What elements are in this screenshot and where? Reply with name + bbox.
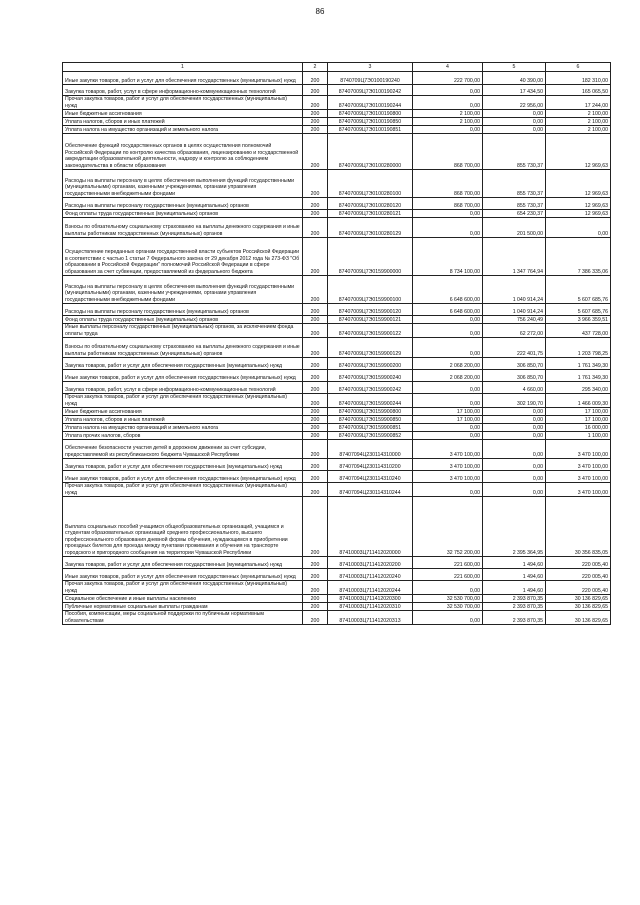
row-approved: 0,00 [413,85,483,96]
row-kbk: 87410003Ц711412020200 [328,557,413,569]
row-approved: 0,00 [413,382,483,394]
row-kbk: 87407094Ц230114310000 [328,440,413,459]
row-name: Иные выплаты персоналу государственных (муниципальных) органов, за исключением фонда оплаты труда [63,324,303,338]
row-executed: 306 850,70 [483,358,546,370]
row-name: Обеспечение функций государственных органов в целях осуществления полномочий Российской Федерации по контролю качества образования, лицензированию и государственной аккредитации образовательной деятельности, надзору и контролю за соблюдением законодательства в области образования [63,134,303,170]
row-approved: 0,00 [413,483,483,497]
row-executed: 0,00 [483,424,546,432]
row-kbk: 87407094Ц230114310244 [328,483,413,497]
row-name: Расходы на выплаты персоналу государственных (муниципальных) органов [63,304,303,316]
row-code: 200 [303,394,328,408]
row-kbk: 87407009Ц7Э0159900129 [328,338,413,358]
row-remaining: 7 386 335,06 [546,238,611,276]
table-row [63,424,611,432]
row-approved: 32 752 200,00 [413,497,483,557]
row-executed: 0,00 [483,483,546,497]
row-kbk: 87410003Ц711412020313 [328,611,413,625]
row-name: Иные закупки товаров, работ и услуг для обеспечения государственных (муниципальных) нужд [63,370,303,382]
row-remaining: 12 969,63 [546,170,611,198]
row-name: Иные бюджетные ассигнования [63,408,303,416]
row-code: 200 [303,218,328,238]
row-executed: 62 272,00 [483,324,546,338]
row-name: Выплата социальных пособий учащимся общеобразовательных организаций, учащимся и студентам образовательных организаций среднего профессионального, высшего профессионального образования дневной формы обучения, нуждающимся в приобретении проездных билетов для проезда между пунктами проживания и обучения на транспорте городского и пригородного сообщения на территории Чувашской Республики [63,497,303,557]
row-code: 200 [303,408,328,416]
table-row [63,370,611,382]
row-remaining: 16 000,00 [546,424,611,432]
row-remaining: 17 100,00 [546,416,611,424]
table-row [63,408,611,416]
row-approved: 17 100,00 [413,408,483,416]
row-code: 200 [303,595,328,603]
row-executed: 22 956,00 [483,96,546,110]
table-row [63,483,611,497]
row-executed: 2 393 870,35 [483,595,546,603]
budget-execution-table [62,62,611,625]
row-executed: 1 494,60 [483,569,546,581]
row-kbk: 87410003Ц711412020310 [328,603,413,611]
row-kbk: 87407009Ц7Э0159900121 [328,316,413,324]
table-row [63,324,611,338]
row-remaining: 5 607 685,76 [546,304,611,316]
row-name: Иные бюджетные ассигнования [63,110,303,118]
row-approved: 32 530 700,00 [413,595,483,603]
row-approved: 868 700,00 [413,170,483,198]
row-executed: 0,00 [483,432,546,440]
table-row [63,210,611,218]
row-kbk: 87407009Ц7Э0100280129 [328,218,413,238]
column-header: 4 [413,63,483,72]
row-name: Закупка товаров, работ и услуг для обеспечения государственных (муниципальных) нужд [63,358,303,370]
row-name: Уплата налога на имущество организаций и земельного налога [63,424,303,432]
row-code: 200 [303,603,328,611]
table-row [63,382,611,394]
row-code: 200 [303,170,328,198]
row-name: Расходы на выплаты персоналу государственных (муниципальных) органов [63,198,303,210]
table-row [63,338,611,358]
row-approved: 2 068 200,00 [413,358,483,370]
row-kbk: 87407009Ц7Э0100190851 [328,126,413,134]
row-approved: 0,00 [413,324,483,338]
table-row [63,170,611,198]
table-row [63,557,611,569]
row-code: 200 [303,557,328,569]
row-remaining: 30 136 829,65 [546,611,611,625]
row-remaining: 30 356 835,05 [546,497,611,557]
row-approved: 17 100,00 [413,416,483,424]
row-approved: 222 700,00 [413,72,483,85]
row-remaining: 295 340,00 [546,382,611,394]
row-code: 200 [303,581,328,595]
row-executed: 1 040 914,24 [483,304,546,316]
row-remaining: 1 761 349,30 [546,358,611,370]
row-code: 200 [303,432,328,440]
row-code: 200 [303,276,328,304]
row-remaining: 220 005,40 [546,557,611,569]
column-header: 5 [483,63,546,72]
row-executed: 0,00 [483,126,546,134]
row-name: Прочая закупка товаров, работ и услуг для обеспечения государственных (муниципальных) нужд [63,581,303,595]
row-code: 200 [303,471,328,483]
row-approved: 3 470 100,00 [413,471,483,483]
row-remaining: 17 244,00 [546,96,611,110]
row-remaining: 165 065,50 [546,85,611,96]
row-code: 200 [303,198,328,210]
column-header: 2 [303,63,328,72]
row-code: 200 [303,424,328,432]
table-row [63,440,611,459]
row-remaining: 182 310,00 [546,72,611,85]
row-kbk: 87407009Ц7Э0159900852 [328,432,413,440]
table-row [63,432,611,440]
table-header-row [63,63,611,72]
row-approved: 221 600,00 [413,557,483,569]
row-kbk: 87410003Ц711412020244 [328,581,413,595]
table-row [63,118,611,126]
table-row [63,416,611,424]
row-code: 200 [303,110,328,118]
row-code: 200 [303,134,328,170]
row-name: Закупка товаров, работ, услуг в сфере информационно-коммуникационных технологий [63,85,303,96]
row-remaining: 0,00 [546,218,611,238]
table-row [63,110,611,118]
table-row [63,316,611,324]
row-approved: 868 700,00 [413,198,483,210]
row-remaining: 2 100,00 [546,126,611,134]
row-name: Расходы на выплаты персоналу в целях обеспечения выполнения функций государственными (муниципальными) органами, казенными учреждениями, органами управления государственными внебюджетными фондами [63,170,303,198]
row-executed: 1 040 914,24 [483,276,546,304]
row-approved: 0,00 [413,218,483,238]
row-approved: 2 100,00 [413,110,483,118]
row-kbk: 87407009Ц7Э0159900200 [328,358,413,370]
row-remaining: 5 607 685,76 [546,276,611,304]
table-row [63,459,611,471]
row-code: 200 [303,358,328,370]
row-kbk: 87407009Ц7Э0100190850 [328,118,413,126]
row-name: Прочая закупка товаров, работ и услуг для обеспечения государственных (муниципальных) нужд [63,394,303,408]
row-executed: 855 730,37 [483,198,546,210]
row-remaining: 220 005,40 [546,569,611,581]
row-kbk: 87407094Ц230114310240 [328,471,413,483]
row-executed: 1 347 764,94 [483,238,546,276]
table-row [63,497,611,557]
row-executed: 201 500,00 [483,218,546,238]
row-code: 200 [303,126,328,134]
row-kbk: 87407009Ц7Э0100190242 [328,85,413,96]
row-executed: 2 393 870,35 [483,603,546,611]
row-code: 200 [303,497,328,557]
row-executed: 222 401,75 [483,338,546,358]
row-executed: 1 494,60 [483,557,546,569]
row-remaining: 1 761 349,30 [546,370,611,382]
row-kbk: 87407094Ц230114310200 [328,459,413,471]
row-name: Обеспечение безопасности участия детей в дорожном движении за счет субсидии, предоставляемой из республиканского бюджета Чувашской Республики [63,440,303,459]
row-kbk: 87407009Ц7Э0100190244 [328,96,413,110]
row-code: 200 [303,483,328,497]
row-name: Публичные нормативные социальные выплаты гражданам [63,603,303,611]
row-executed: 2 395 364,95 [483,497,546,557]
table-row [63,238,611,276]
page-number: 86 [315,7,325,16]
row-name: Осуществление переданных органам государственной власти субъектов Российской Федерации в соответствии с частью 1 статьи 7 Федерального закона от 29 декабря 2012 года № 273-ФЗ "Об образовании в Российской Федерации" полномочий Российской Федерации в сфере образования за счет субвенции, предоставляемой из федерального бюджета [63,238,303,276]
row-remaining: 1 203 798,25 [546,338,611,358]
row-kbk: 87407009Ц7Э0100190800 [328,110,413,118]
row-kbk: 87410003Ц711412020000 [328,497,413,557]
row-approved: 6 648 600,00 [413,276,483,304]
row-executed: 0,00 [483,416,546,424]
row-executed: 17 434,50 [483,85,546,96]
row-executed: 0,00 [483,118,546,126]
table-row [63,471,611,483]
row-remaining: 12 969,63 [546,210,611,218]
row-approved: 3 470 100,00 [413,440,483,459]
row-kbk: 87407009Ц7Э0159900000 [328,238,413,276]
row-approved: 0,00 [413,424,483,432]
row-approved: 8 734 100,00 [413,238,483,276]
row-approved: 0,00 [413,432,483,440]
row-approved: 0,00 [413,316,483,324]
row-kbk: 87407009Ц7Э0159900122 [328,324,413,338]
row-kbk: 87407009Ц7Э0100280120 [328,198,413,210]
row-executed: 0,00 [483,408,546,416]
row-kbk: 87407009Ц7Э0159900800 [328,408,413,416]
row-executed: 855 730,37 [483,170,546,198]
table-row [63,394,611,408]
table-row [63,304,611,316]
table-row [63,358,611,370]
row-kbk: 8740709Ц7Э0100190240 [328,72,413,85]
row-kbk: 87407009Ц7Э0159900850 [328,416,413,424]
table-row [63,581,611,595]
row-kbk: 87407009Ц7Э0100280000 [328,134,413,170]
row-code: 200 [303,118,328,126]
table-row [63,595,611,603]
row-remaining: 3 470 100,00 [546,471,611,483]
row-remaining: 3 470 100,00 [546,459,611,471]
row-name: Взносы по обязательному социальному страхованию на выплаты денежного содержания и иные выплаты работникам государственных (муниципальных) органов [63,338,303,358]
row-name: Уплата налога на имущество организаций и земельного налога [63,126,303,134]
row-executed: 0,00 [483,440,546,459]
row-code: 200 [303,382,328,394]
row-remaining: 3 966 359,51 [546,316,611,324]
row-code: 200 [303,304,328,316]
row-name: Фонд оплаты труда государственных (муниципальных) органов [63,316,303,324]
table-row [63,85,611,96]
row-kbk: 87407009Ц7Э0100280100 [328,170,413,198]
row-approved: 0,00 [413,126,483,134]
row-code: 200 [303,459,328,471]
row-name: Иные закупки товаров, работ и услуг для обеспечения государственных (муниципальных) нужд [63,471,303,483]
table-row [63,126,611,134]
row-name: Иные закупки товаров, работ и услуг для обеспечения государственных (муниципальных) нужд [63,569,303,581]
row-name: Закупка товаров, работ и услуг для обеспечения государственных (муниципальных) нужд [63,459,303,471]
row-kbk: 87407009Ц7Э0159900244 [328,394,413,408]
row-approved: 2 068 200,00 [413,370,483,382]
row-kbk: 87407009Ц7Э0159900120 [328,304,413,316]
row-executed: 855 730,37 [483,134,546,170]
table-row [63,198,611,210]
row-remaining: 2 100,00 [546,118,611,126]
table-row [63,72,611,85]
row-code: 200 [303,416,328,424]
row-code: 200 [303,316,328,324]
row-name: Уплата налогов, сборов и иных платежей [63,118,303,126]
row-approved: 0,00 [413,210,483,218]
row-remaining: 220 005,40 [546,581,611,595]
row-name: Закупка товаров, работ и услуг для обеспечения государственных (муниципальных) нужд [63,557,303,569]
row-approved: 3 470 100,00 [413,459,483,471]
row-remaining: 2 100,00 [546,110,611,118]
row-approved: 6 648 600,00 [413,304,483,316]
row-executed: 306 850,70 [483,370,546,382]
row-kbk: 87407009Ц7Э0159900100 [328,276,413,304]
table-row [63,276,611,304]
row-approved: 868 700,00 [413,134,483,170]
row-approved: 0,00 [413,611,483,625]
table-row [63,603,611,611]
row-name: Расходы на выплаты персоналу в целях обеспечения выполнения функций государственными (муниципальными) органами, казенными учреждениями, органами управления государственными внебюджетными фондами [63,276,303,304]
table-row [63,134,611,170]
row-name: Уплата налогов, сборов и иных платежей [63,416,303,424]
row-executed: 40 390,00 [483,72,546,85]
row-code: 200 [303,210,328,218]
row-remaining: 1 100,00 [546,432,611,440]
row-code: 200 [303,370,328,382]
row-executed: 0,00 [483,471,546,483]
row-approved: 0,00 [413,338,483,358]
row-remaining: 17 100,00 [546,408,611,416]
row-remaining: 437 728,00 [546,324,611,338]
column-header: 3 [328,63,413,72]
column-header: 1 [63,63,303,72]
row-remaining: 3 470 100,00 [546,483,611,497]
row-kbk: 87407009Ц7Э0159900240 [328,370,413,382]
row-approved: 0,00 [413,96,483,110]
row-code: 200 [303,569,328,581]
row-approved: 0,00 [413,581,483,595]
row-executed: 756 240,49 [483,316,546,324]
row-executed: 1 494,60 [483,581,546,595]
row-kbk: 87407009Ц7Э0159900851 [328,424,413,432]
row-remaining: 3 470 100,00 [546,440,611,459]
table-row [63,569,611,581]
table-row [63,218,611,238]
row-remaining: 12 969,63 [546,198,611,210]
row-kbk: 87407009Ц7Э0159900242 [328,382,413,394]
table-row [63,611,611,625]
row-code: 200 [303,96,328,110]
row-name: Прочая закупка товаров, работ и услуг для обеспечения государственных (муниципальных) нужд [63,483,303,497]
column-header: 6 [546,63,611,72]
row-name: Закупка товаров, работ, услуг в сфере информационно-коммуникационных технологий [63,382,303,394]
row-code: 200 [303,611,328,625]
row-name: Пособия, компенсации, меры социальной поддержки по публичным нормативным обязательствам [63,611,303,625]
row-approved: 0,00 [413,394,483,408]
row-executed: 0,00 [483,459,546,471]
row-remaining: 12 969,63 [546,134,611,170]
row-code: 200 [303,324,328,338]
row-executed: 302 190,70 [483,394,546,408]
row-approved: 2 100,00 [413,118,483,126]
row-name: Взносы по обязательному социальному страхованию на выплаты денежного содержания и иные выплаты работникам государственных (муниципальных) органов [63,218,303,238]
row-executed: 0,00 [483,110,546,118]
row-kbk: 87410003Ц711412020300 [328,595,413,603]
row-code: 200 [303,238,328,276]
row-executed: 2 393 870,35 [483,611,546,625]
row-code: 200 [303,85,328,96]
row-executed: 654 230,37 [483,210,546,218]
row-name: Прочая закупка товаров, работ и услуг для обеспечения государственных (муниципальных) нужд [63,96,303,110]
row-approved: 221 600,00 [413,569,483,581]
row-code: 200 [303,338,328,358]
row-remaining: 30 136 829,65 [546,595,611,603]
row-kbk: 87407009Ц7Э0100280121 [328,210,413,218]
row-code: 200 [303,440,328,459]
row-remaining: 1 466 009,30 [546,394,611,408]
row-remaining: 30 136 829,65 [546,603,611,611]
row-name: Уплата прочих налогов, сборов [63,432,303,440]
row-executed: 4 660,00 [483,382,546,394]
row-kbk: 87410003Ц711412020240 [328,569,413,581]
table-row [63,96,611,110]
row-name: Иные закупки товаров, работ и услуг для обеспечения государственных (муниципальных) нужд [63,72,303,85]
row-name: Фонд оплаты труда государственных (муниципальных) органов [63,210,303,218]
row-approved: 32 530 700,00 [413,603,483,611]
row-code: 200 [303,72,328,85]
row-name: Социальное обеспечение и иные выплаты населению [63,595,303,603]
